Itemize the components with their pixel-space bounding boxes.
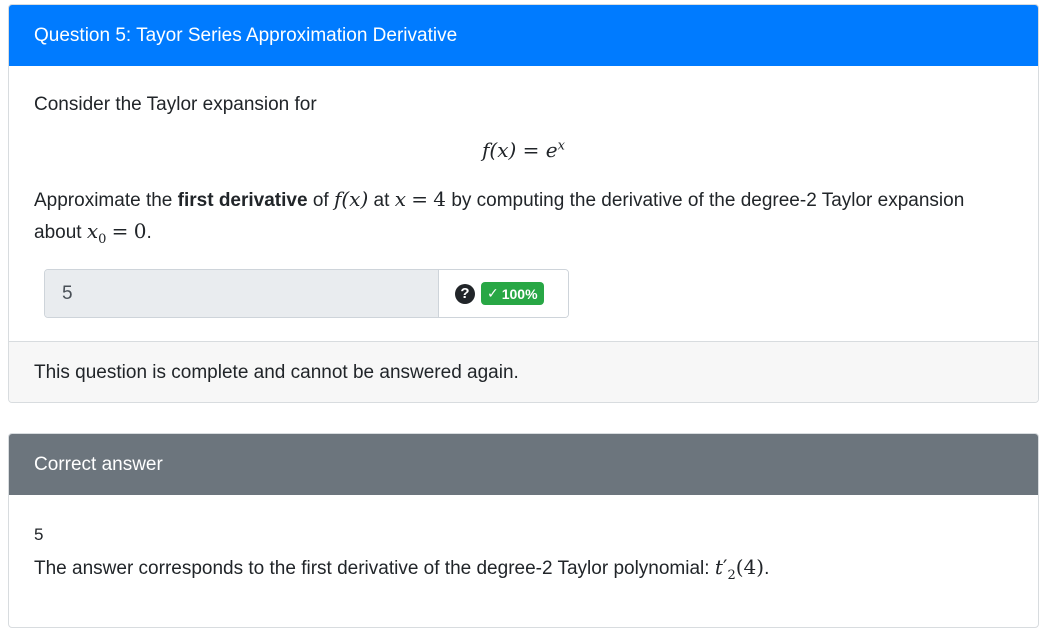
question-card bbox=[8, 4, 1039, 403]
question-intro: Consider the Taylor expansion for bbox=[34, 94, 317, 115]
question-header bbox=[9, 5, 1038, 66]
correct-answer-title: Correct answer bbox=[34, 453, 163, 475]
correct-answer-value: 5 bbox=[34, 525, 44, 544]
answer-input[interactable]: 5 bbox=[45, 270, 439, 317]
correct-answer-explanation: The answer corresponds to the first derivative of the degree-2 Taylor polynomial: $t'_2(4)$. bbox=[34, 555, 770, 583]
footer-text: This question is complete and cannot be answered again. bbox=[34, 362, 519, 383]
question-footer bbox=[9, 341, 1038, 403]
function-formula: $f(x) = e^x$ bbox=[482, 138, 565, 162]
correct-answer-card bbox=[8, 433, 1039, 628]
answer-input-group bbox=[44, 269, 569, 318]
question-text: Approximate the first derivative of f(x) at x = 4 by computing the derivative of the degree-2 Taylor expansion about $x_0 = 0$. bbox=[34, 187, 965, 247]
answer-addon bbox=[439, 270, 568, 317]
score-badge bbox=[481, 282, 544, 305]
check-icon: ✓ bbox=[487, 285, 499, 301]
score-value: 100% bbox=[501, 285, 538, 302]
question-title: Question 5: Tayor Series Approximation Derivative bbox=[34, 24, 458, 46]
emphasis-text: first derivative bbox=[177, 190, 308, 211]
correct-answer-header bbox=[9, 434, 1038, 495]
help-icon[interactable]: ? bbox=[455, 284, 475, 304]
